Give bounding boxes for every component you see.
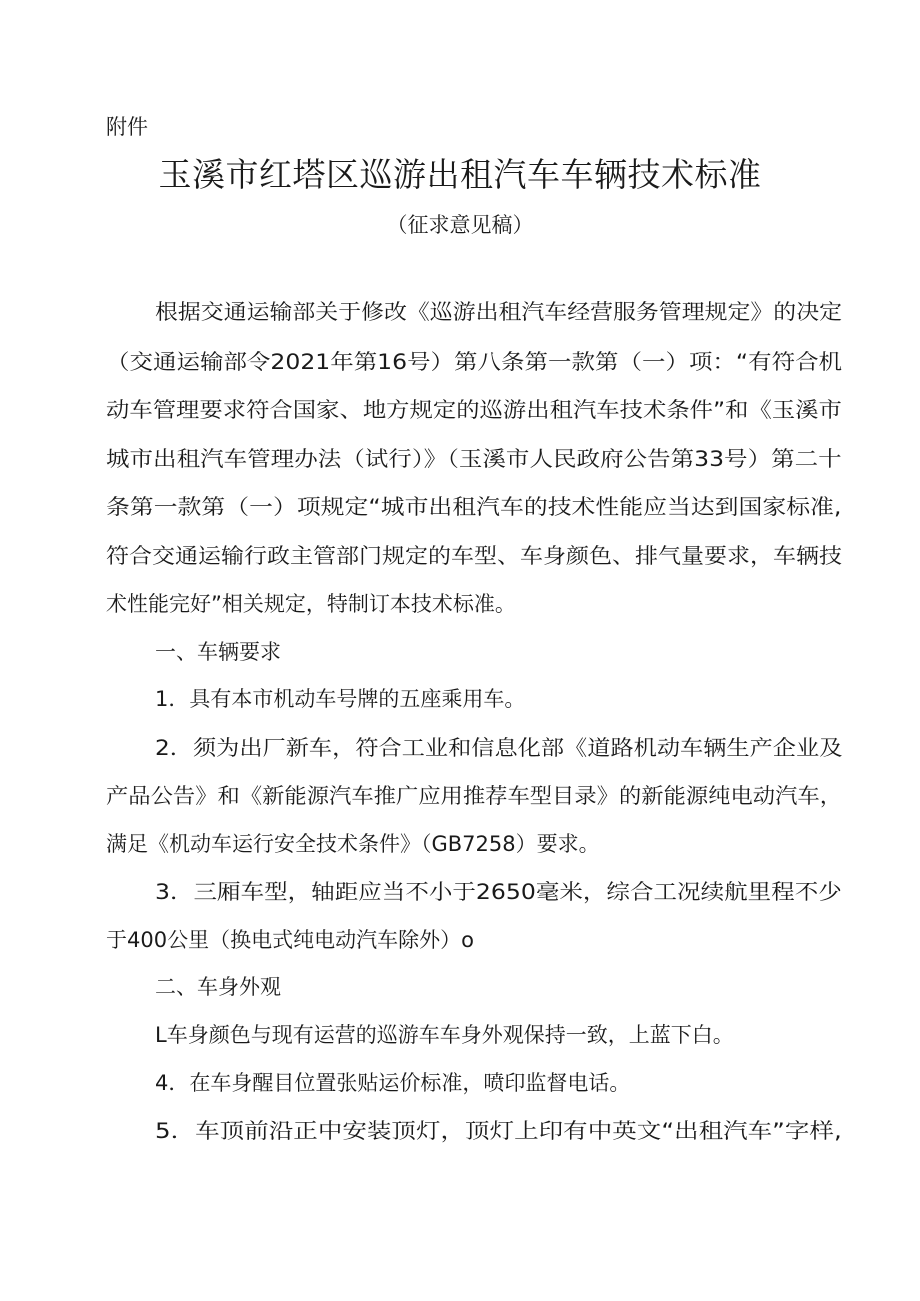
list-item-continuation: 满足《机动车运行安全技术条件》（GB7258）要求。 <box>106 832 600 856</box>
document-title: 玉溪市红塔区巡游出租汽车车辆技术标准 <box>158 155 762 194</box>
list-item: L车身颜色与现有运营的巡游车车身外观保持一致，上蓝下白。 <box>155 1023 734 1047</box>
list-item: 5．车顶前沿正中安装顶灯，顶灯上印有中英文“出租汽车”字样, <box>155 1119 842 1143</box>
list-item: 1．具有本市机动车号牌的五座乘用车。 <box>155 687 526 711</box>
list-item: 4．在车身醒目位置张贴运价标准，喷印监督电话。 <box>155 1071 631 1095</box>
section-heading-vehicle-requirements: 一、车辆要求 <box>155 640 281 664</box>
intro-line: （交通运输部令2021年第16号）第八条第一款第（一）项：“有符合机 <box>106 350 843 374</box>
intro-line: 符合交通运输行政主管部门规定的车型、车身颜色、排气量要求，车辆技 <box>106 544 842 568</box>
document-subtitle: （征求意见稿） <box>386 213 534 237</box>
list-item-continuation: 产品公告》和《新能源汽车推广应用推荐车型目录》的新能源纯电动汽车， <box>106 784 842 808</box>
intro-line: 条第一款第（一）项规定“城市出租汽车的技术性能应当达到国家标准, <box>106 495 842 519</box>
intro-line: 术性能完好”相关规定，特制订本技术标准。 <box>106 592 516 616</box>
list-item: 3．三厢车型，轴距应当不小于2650毫米，综合工况续航里程不少 <box>155 880 842 904</box>
list-item-continuation: 于400公里（换电式纯电动汽车除外）o <box>106 928 474 952</box>
intro-line: 动车管理要求符合国家、地方规定的巡游出租汽车技术条件”和《玉溪市 <box>106 398 842 422</box>
section-heading-body-appearance: 二、车身外观 <box>155 975 281 999</box>
list-item: 2．须为出厂新车，符合工业和信息化部《道路机动车辆生产企业及 <box>155 736 843 760</box>
attachment-label: 附件 <box>106 115 148 139</box>
intro-line: 根据交通运输部关于修改《巡游出租汽车经营服务管理规定》的决定 <box>155 300 842 324</box>
intro-line: 城市出租汽车管理办法（试行）》（玉溪市人民政府公告第33号）第二十 <box>106 447 842 471</box>
